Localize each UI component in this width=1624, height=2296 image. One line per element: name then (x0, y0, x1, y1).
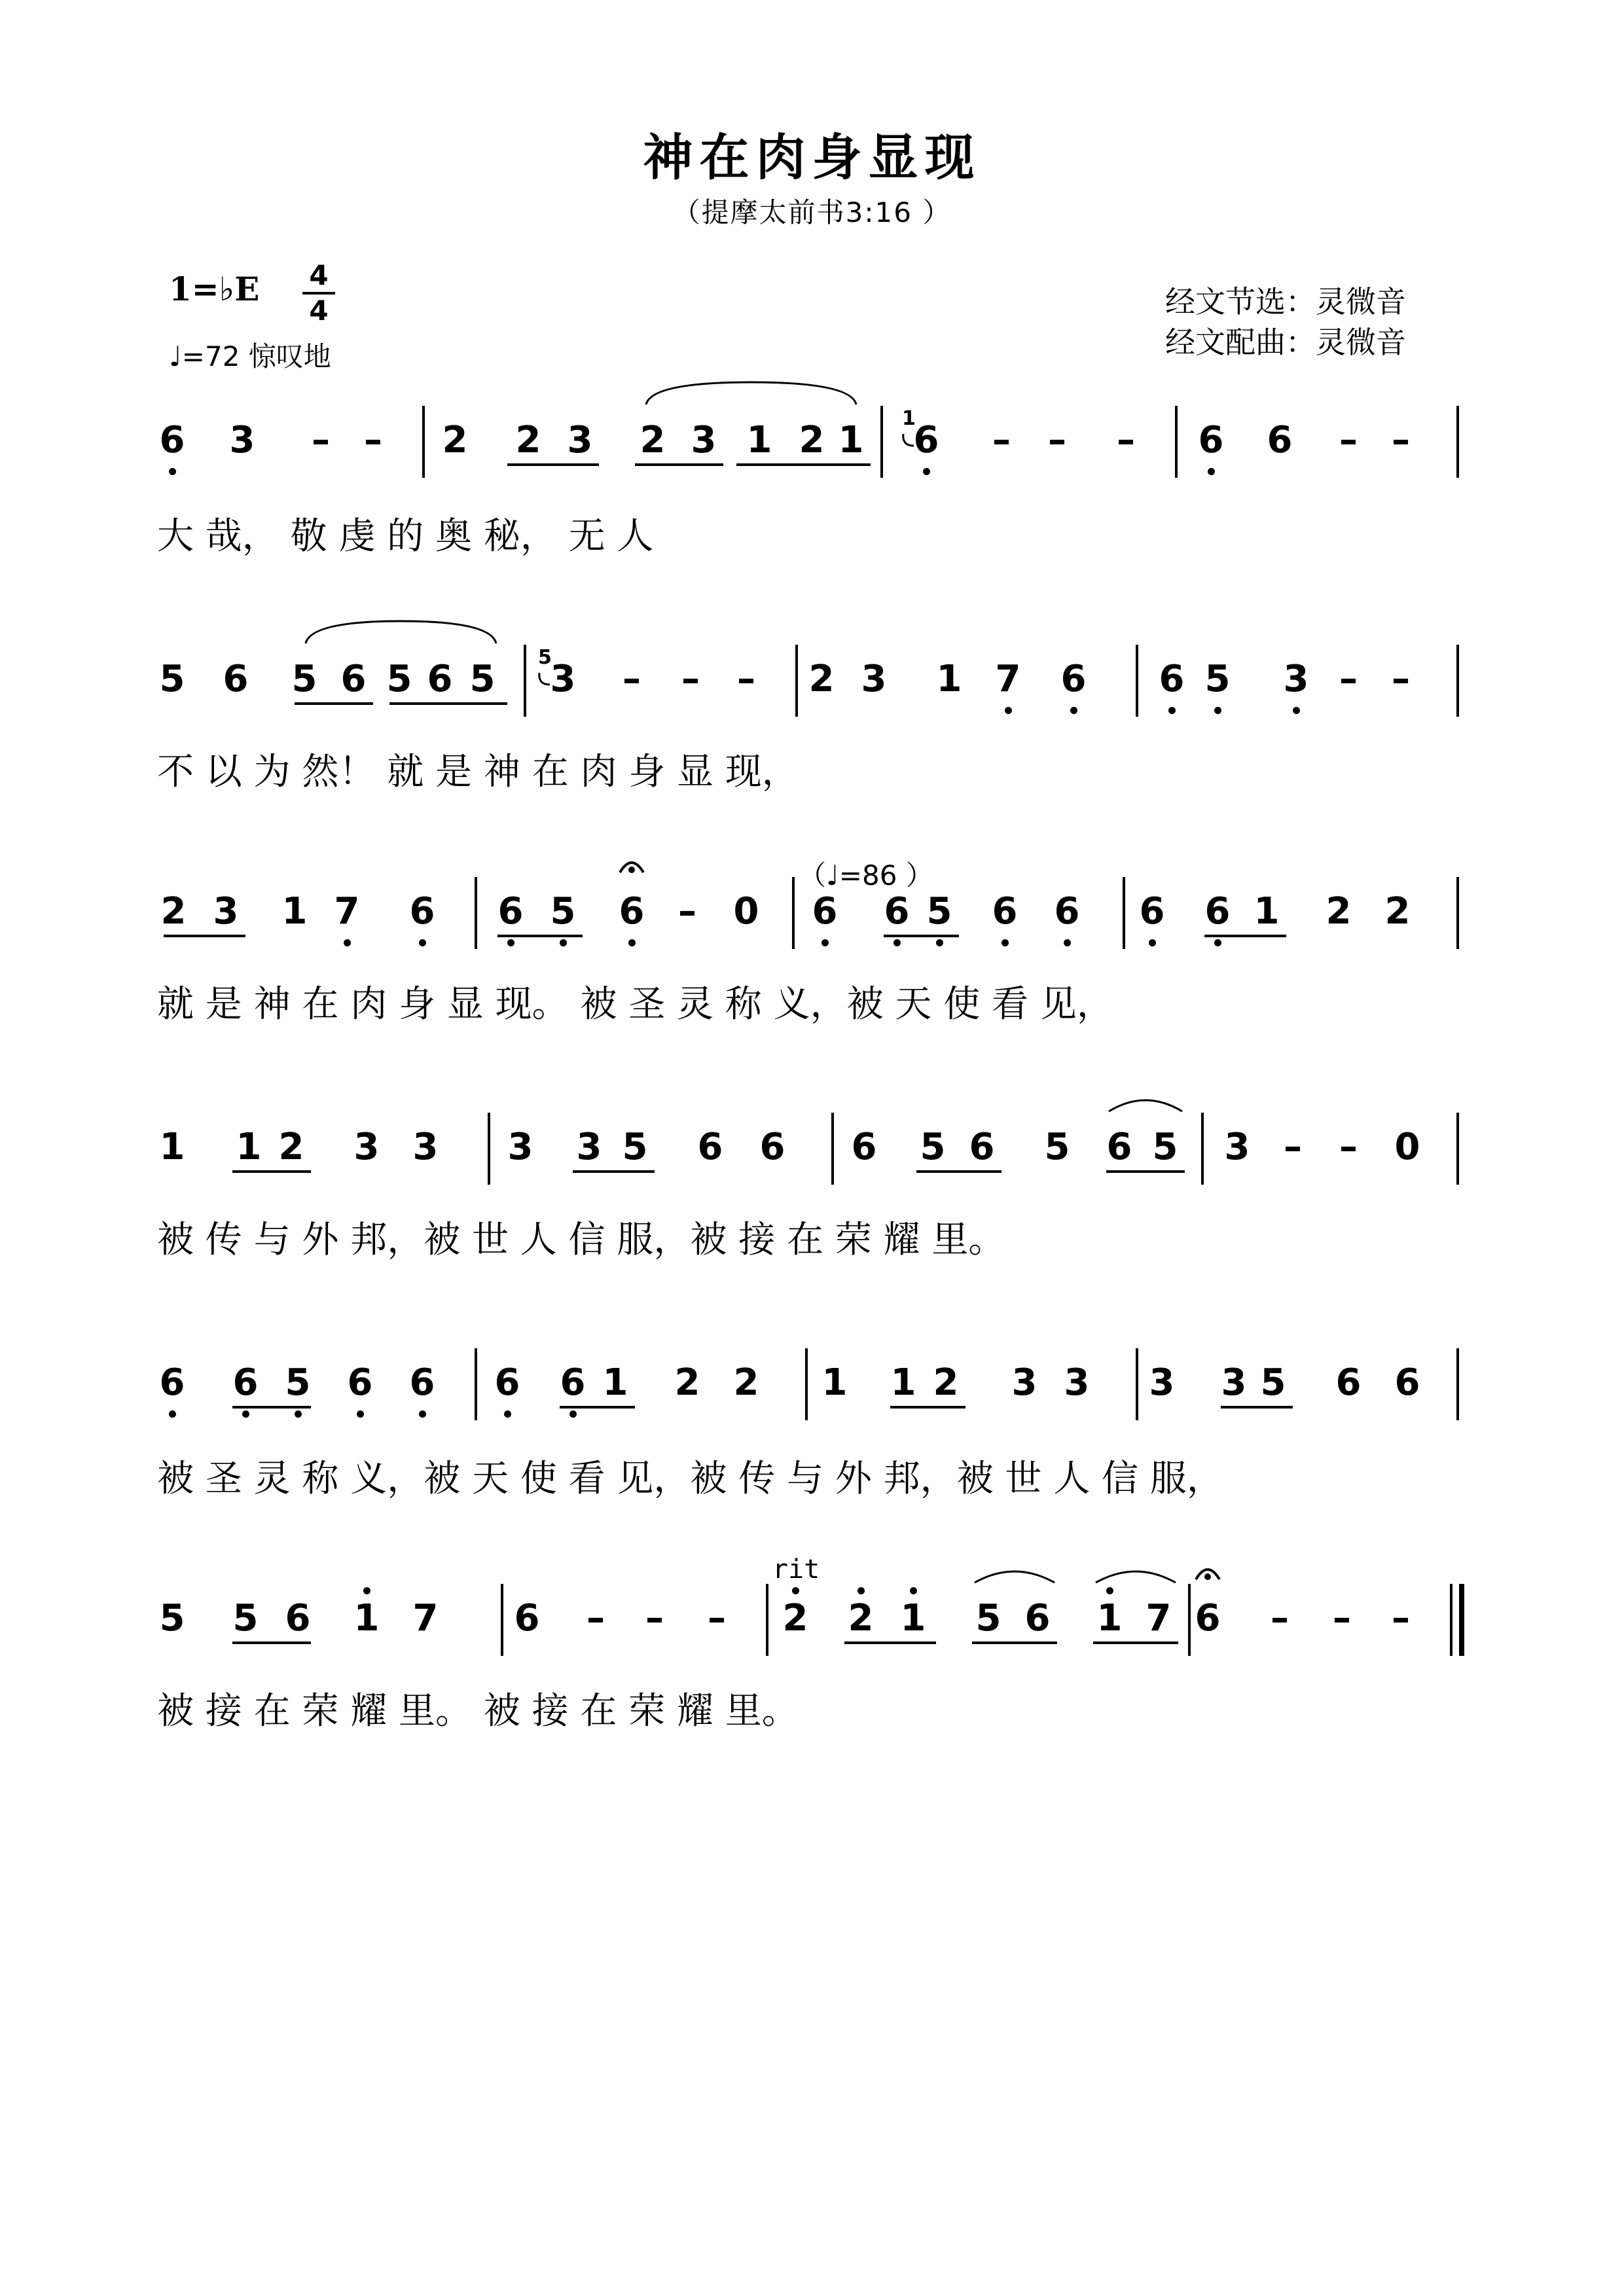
note-5-18: 5 (1260, 1361, 1286, 1404)
note-3-13: 5 (926, 890, 952, 933)
note-5-15: 3 (1064, 1361, 1090, 1404)
beam (916, 1170, 1001, 1173)
note-2-10: – (681, 658, 700, 700)
note-6-1: 5 (159, 1597, 185, 1640)
octave-dot (910, 1587, 917, 1594)
octave-dot (792, 1587, 799, 1594)
barline (1456, 877, 1459, 949)
note-5-10: 2 (733, 1361, 759, 1404)
barline (1136, 645, 1138, 717)
barline (831, 1113, 834, 1185)
key-signature: 1=♭E (169, 270, 260, 308)
note-1-10: 1 (746, 419, 772, 461)
note-4-16: 5 (1152, 1126, 1178, 1168)
note-5-12: 1 (890, 1361, 916, 1404)
rit-marking: rit (772, 1554, 820, 1585)
lyric-line-2: 不 以 为 然！ 就 是 神 在 肉 身 显 现， (157, 751, 799, 793)
octave-dot (419, 939, 426, 946)
note-3-3: 1 (281, 890, 308, 933)
note-1-1: 6 (159, 419, 185, 461)
note-5-1: 6 (159, 1361, 185, 1404)
octave-dot (560, 939, 567, 946)
note-3-18: 1 (1254, 890, 1280, 933)
beam (232, 1170, 311, 1173)
note-2-8: 3 (550, 658, 576, 700)
note-5-20: 6 (1394, 1361, 1420, 1404)
note-4-13: 6 (969, 1126, 995, 1168)
beam (560, 1406, 635, 1408)
note-5-11: 1 (821, 1361, 848, 1404)
note-1-18: 6 (1267, 419, 1293, 461)
meter-bottom: 4 (309, 295, 329, 327)
note-6-13: 5 (975, 1597, 1001, 1640)
note-2-7: 5 (469, 658, 496, 700)
note-1-15: – (1048, 419, 1066, 461)
note-5-14: 3 (1011, 1361, 1038, 1404)
note-4-9: 6 (697, 1126, 723, 1168)
note-5-3: 5 (285, 1361, 311, 1404)
note-3-9: – (678, 890, 696, 933)
beam (1106, 1170, 1185, 1173)
note-3-12: 6 (884, 890, 910, 933)
barline (475, 1348, 477, 1420)
lyric-line-3: 就 是 神 在 肉 身 显 现。 被 圣 灵 称 义，被 天 使 看 见， (157, 983, 1113, 1026)
octave-dot (821, 939, 829, 946)
lyric-line-5: 被 圣 灵 称 义，被 天 使 看 见，被 传 与 外 邦，被 世 人 信 服， (157, 1458, 1223, 1500)
lyric-line-6: 被 接 在 荣 耀 里。 被 接 在 荣 耀 里。 (157, 1690, 799, 1732)
note-5-7: 6 (560, 1361, 586, 1404)
grace-slur (537, 670, 552, 690)
tempo-change: （♩=86 ） (799, 859, 933, 891)
meter-top: 4 (309, 259, 329, 291)
barline (501, 1584, 503, 1656)
barline (805, 1348, 808, 1420)
note-4-20: 0 (1394, 1126, 1420, 1168)
note-6-6: 6 (514, 1597, 540, 1640)
note-2-6: 6 (427, 658, 453, 700)
note-2-19: 3 (1283, 658, 1309, 700)
note-2-4: 6 (340, 658, 367, 700)
barline (1456, 406, 1459, 478)
note-4-11: 6 (851, 1126, 877, 1168)
note-6-12: 1 (900, 1597, 926, 1640)
barline (1123, 877, 1125, 949)
note-2-11: – (737, 658, 755, 700)
note-6-19: – (1333, 1597, 1351, 1640)
octave-dot (169, 468, 176, 475)
note-3-19: 2 (1326, 890, 1352, 933)
page-title: 神在肉身显现 (643, 128, 981, 187)
lyric-line-4: 被 传 与 外 邦，被 世 人 信 服，被 接 在 荣 耀 里。 (157, 1219, 1005, 1261)
note-5-16: 3 (1149, 1361, 1175, 1404)
note-2-5: 5 (386, 658, 412, 700)
note-5-17: 3 (1221, 1361, 1247, 1404)
note-5-13: 2 (933, 1361, 959, 1404)
octave-dot (169, 1410, 176, 1418)
note-2-16: 6 (1060, 658, 1087, 700)
barline (488, 1113, 490, 1185)
note-4-2: 1 (236, 1126, 262, 1168)
note-6-20: – (1392, 1597, 1410, 1640)
octave-dot (357, 1410, 364, 1418)
note-6-9: – (708, 1597, 726, 1640)
octave-dot (504, 1410, 511, 1418)
note-5-6: 6 (494, 1361, 520, 1404)
octave-dot (1149, 939, 1156, 946)
octave-dot (1214, 939, 1221, 946)
note-3-1: 2 (160, 890, 187, 933)
barline (1136, 1348, 1138, 1420)
octave-dot (936, 939, 943, 946)
beam (573, 1170, 655, 1173)
octave-dot (1168, 707, 1176, 714)
note-6-8: – (645, 1597, 664, 1640)
final-barline (1459, 1584, 1464, 1656)
note-6-5: 7 (412, 1597, 439, 1640)
note-3-8: 6 (619, 890, 645, 933)
page-subtitle: （提摩太前书3:16 ） (672, 196, 952, 228)
grace-note-2: 5 (538, 646, 552, 669)
grace-slur (901, 431, 916, 451)
barline (524, 645, 526, 717)
note-2-13: 3 (861, 658, 887, 700)
note-4-14: 5 (1044, 1126, 1070, 1168)
note-1-16: – (1117, 419, 1135, 461)
credit-lyrics: 经文节选：灵微音 (1165, 284, 1406, 319)
octave-dot (1208, 468, 1215, 475)
beam (884, 935, 959, 937)
octave-dot (1001, 939, 1009, 946)
note-4-19: – (1339, 1126, 1358, 1168)
beam (972, 1641, 1057, 1644)
beam (635, 463, 723, 466)
note-3-10: 0 (733, 890, 759, 933)
tempo-marking: ♩=72 惊叹地 (169, 340, 331, 372)
grace-note-1: 1 (902, 407, 916, 430)
octave-dot (419, 1410, 426, 1418)
note-3-20: 2 (1384, 890, 1411, 933)
note-1-6: 2 (515, 419, 541, 461)
tie (1106, 1093, 1185, 1113)
barline (1456, 1348, 1459, 1420)
note-1-14: – (992, 419, 1011, 461)
barline (766, 1584, 768, 1656)
octave-dot (344, 939, 351, 946)
note-2-18: 5 (1204, 658, 1231, 700)
barline (880, 406, 883, 478)
note-6-16: 7 (1146, 1597, 1172, 1640)
barline (792, 877, 795, 949)
beam (232, 1406, 311, 1408)
beam (232, 1641, 311, 1644)
note-2-15: 7 (995, 658, 1021, 700)
note-6-15: 1 (1096, 1597, 1123, 1640)
note-3-14: 6 (992, 890, 1018, 933)
note-5-8: 1 (602, 1361, 628, 1404)
note-2-12: 2 (808, 658, 835, 700)
note-6-2: 5 (232, 1597, 259, 1640)
beam (507, 463, 599, 466)
beam (497, 935, 583, 937)
note-2-3: 5 (291, 658, 317, 700)
beam (295, 702, 373, 705)
octave-dot (857, 1587, 865, 1594)
octave-dot (1293, 707, 1300, 714)
note-1-13: 6 (913, 419, 939, 461)
note-2-21: – (1392, 658, 1410, 700)
note-1-3: – (312, 419, 330, 461)
beam (890, 1406, 965, 1408)
note-2-2: 6 (223, 658, 249, 700)
note-4-10: 6 (759, 1126, 785, 1168)
note-5-2: 6 (232, 1361, 259, 1404)
note-4-18: – (1284, 1126, 1302, 1168)
time-signature (302, 259, 335, 327)
octave-dot (569, 1410, 577, 1418)
beam (792, 463, 871, 466)
note-3-16: 6 (1139, 890, 1165, 933)
note-4-3: 2 (278, 1126, 304, 1168)
note-3-2: 3 (213, 890, 239, 933)
note-5-5: 6 (409, 1361, 435, 1404)
note-4-6: 3 (507, 1126, 533, 1168)
fermata (617, 855, 646, 875)
fermata (1193, 1562, 1222, 1582)
barline (1450, 1584, 1453, 1656)
slur (645, 380, 857, 406)
barline (422, 406, 425, 478)
note-1-4: – (364, 419, 382, 461)
note-2-9: – (623, 658, 641, 700)
barline (1175, 406, 1178, 478)
note-2-20: – (1339, 658, 1358, 700)
note-6-3: 6 (285, 1597, 311, 1640)
note-3-7: 5 (550, 890, 576, 933)
barline (475, 877, 477, 949)
note-4-5: 3 (412, 1126, 439, 1168)
note-3-6: 6 (497, 890, 524, 933)
octave-dot (1070, 707, 1077, 714)
beam (844, 1641, 936, 1644)
note-4-7: 3 (576, 1126, 602, 1168)
octave-dot (1106, 1587, 1113, 1594)
barline (1188, 1584, 1191, 1656)
note-1-9: 3 (691, 419, 717, 461)
octave-dot (923, 468, 930, 475)
note-1-17: 6 (1198, 419, 1224, 461)
note-3-5: 6 (409, 890, 435, 933)
note-5-4: 6 (347, 1361, 373, 1404)
octave-dot (893, 939, 901, 946)
beam (1204, 935, 1286, 937)
lyric-line-1: 大 哉， 敬 虔 的 奥 秘， 无 人 (157, 515, 654, 558)
credits (1165, 281, 1406, 363)
octave-dot (1005, 707, 1012, 714)
note-1-2: 3 (229, 419, 255, 461)
note-4-15: 6 (1106, 1126, 1132, 1168)
credit-music: 经文配曲：灵微音 (1165, 325, 1406, 360)
note-2-14: 1 (936, 658, 962, 700)
octave-dot (507, 939, 514, 946)
octave-dot (242, 1410, 249, 1418)
barline (1201, 1113, 1204, 1185)
barline (795, 645, 798, 717)
note-6-14: 6 (1024, 1597, 1051, 1640)
note-4-8: 5 (622, 1126, 648, 1168)
tie (1093, 1564, 1178, 1584)
beam (432, 702, 507, 705)
note-5-9: 2 (674, 1361, 700, 1404)
barline (1456, 645, 1459, 717)
note-1-7: 3 (567, 419, 593, 461)
note-2-17: 6 (1159, 658, 1185, 700)
note-1-19: – (1339, 419, 1358, 461)
note-1-20: – (1392, 419, 1410, 461)
octave-dot (295, 1410, 302, 1418)
note-6-7: – (586, 1597, 605, 1640)
beam (1093, 1641, 1178, 1644)
note-5-19: 6 (1335, 1361, 1362, 1404)
note-4-1: 1 (159, 1126, 185, 1168)
note-1-12: 1 (838, 419, 864, 461)
note-6-18: – (1271, 1597, 1289, 1640)
note-6-11: 2 (848, 1597, 874, 1640)
note-4-17: 3 (1224, 1126, 1250, 1168)
note-4-4: 3 (353, 1126, 380, 1168)
note-6-4: 1 (353, 1597, 380, 1640)
octave-dot (628, 939, 636, 946)
beam (164, 935, 245, 937)
octave-dot (1064, 939, 1071, 946)
tie (972, 1564, 1057, 1584)
beam (1221, 1406, 1293, 1408)
octave-dot (1214, 707, 1221, 714)
note-1-8: 2 (640, 419, 666, 461)
note-4-12: 5 (920, 1126, 946, 1168)
barline (1456, 1113, 1459, 1185)
octave-dot (363, 1587, 370, 1594)
note-6-17: 6 (1195, 1597, 1221, 1640)
note-1-5: 2 (442, 419, 468, 461)
note-6-10: 2 (782, 1597, 808, 1640)
note-1-11: 2 (799, 419, 825, 461)
note-2-1: 5 (159, 658, 185, 700)
note-3-15: 6 (1054, 890, 1080, 933)
note-3-4: 7 (334, 890, 360, 933)
note-3-11: 6 (812, 890, 838, 933)
slur (304, 619, 497, 645)
note-3-17: 6 (1204, 890, 1231, 933)
